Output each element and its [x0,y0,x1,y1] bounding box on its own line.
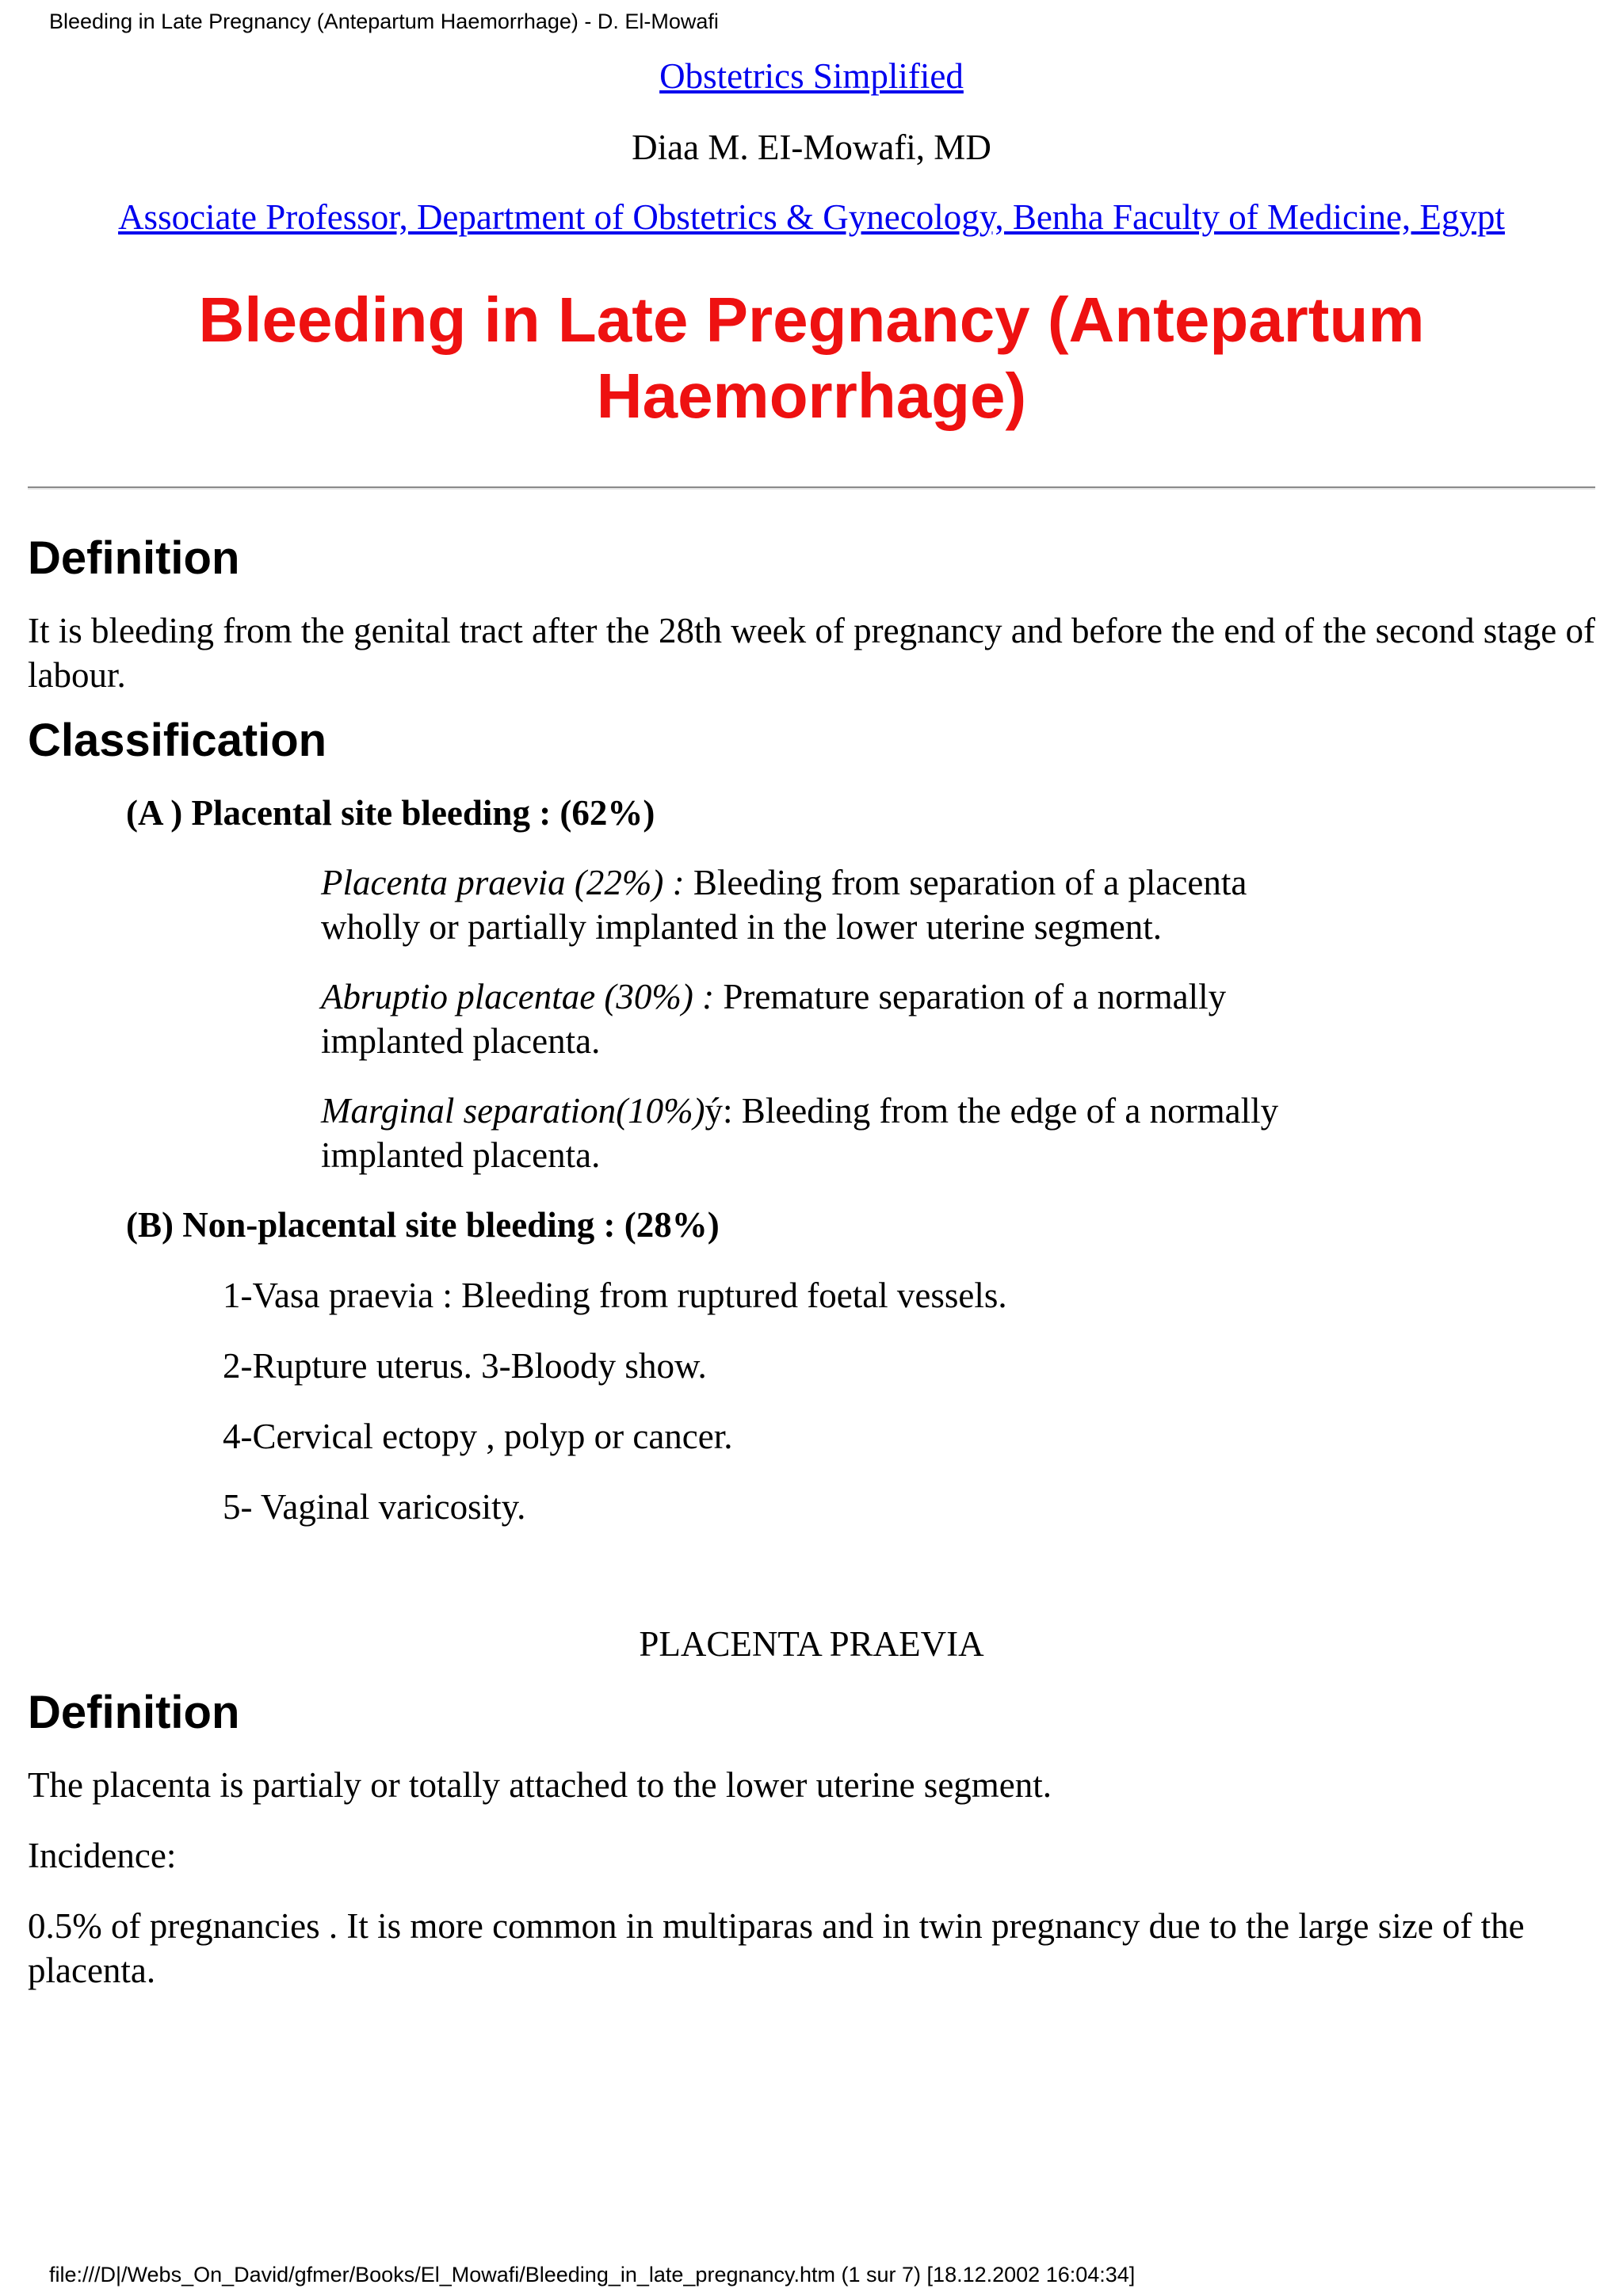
group-a-item-desc: Premature separation of a normally implanted placenta. [321,977,1227,1061]
group-a-list [321,860,1343,1177]
group-b-item: 2-Rupture uterus. 3-Bloody show. [223,1346,707,1386]
definition-heading: Definition [28,532,240,584]
group-a-item-term: Abruptio placentae (30%) : [321,977,715,1016]
group-a-item-desc: ý: Bleeding from the edge of a normally implanted placenta. [321,1091,1279,1175]
print-footer: file:///D|/Webs_On_David/gfmer/Books/El_Mowafi/Bleeding_in_late_pregnancy.htm (1 sur 7) [18.12.2002 16:04:34] [49,2263,1136,2286]
pp-definition-heading: Definition [28,1687,240,1738]
group-a-title: (A ) Placental site bleeding : (62%) [126,793,655,833]
page-content [28,51,1595,1993]
book-link[interactable]: Obstetrics Simplified [659,56,964,96]
author-name: Diaa M. EI-Mowafi, MD [632,128,991,167]
group-a-item-abruptio-placentae [321,974,1343,1063]
group-a-item-placenta-praevia [321,860,1343,949]
definition-text: It is bleeding from the genital tract after the 28th week of pregnancy and before the end of the second stage of labour. [28,611,1595,695]
group-a-item-desc: Bleeding from separation of a placenta wholly or partially implanted in the lower uterine segment. [321,863,1247,947]
group-a-item-marginal-separation [321,1089,1343,1177]
group-a-item-term: Marginal separation(10%) [321,1091,705,1131]
print-header: Bleeding in Late Pregnancy (Antepartum Haemorrhage) - D. El-Mowafi [49,10,719,33]
incidence-text: 0.5% of pregnancies . It is more common in multiparas and in twin pregnancy due to the large size of the placenta. [28,1906,1525,1990]
group-b-list [223,1273,1595,1529]
incidence-label: Incidence: [28,1836,177,1875]
horizontal-divider [28,486,1595,490]
page-title: Bleeding in Late Pregnancy (Antepartum Haemorrhage) [198,284,1425,431]
group-b-title: (B) Non-placental site bleeding : (28%) [126,1205,720,1245]
pp-definition-text: The placenta is partialy or totally attached to the lower uterine segment. [28,1765,1052,1805]
affiliation-link[interactable]: Associate Professor, Department of Obstetrics & Gynecology, Benha Faculty of Medicine, Egypt [118,197,1505,237]
group-a-item-term: Placenta praevia (22%) : [321,863,685,902]
placenta-praevia-heading: PLACENTA PRAEVIA [639,1624,984,1664]
group-b-item: 4-Cervical ectopy , polyp or cancer. [223,1417,733,1456]
group-b-item: 1-Vasa praevia : Bleeding from ruptured foetal vessels. [223,1276,1007,1315]
group-b-item: 5- Vaginal varicosity. [223,1487,526,1527]
classification-heading: Classification [28,715,327,766]
